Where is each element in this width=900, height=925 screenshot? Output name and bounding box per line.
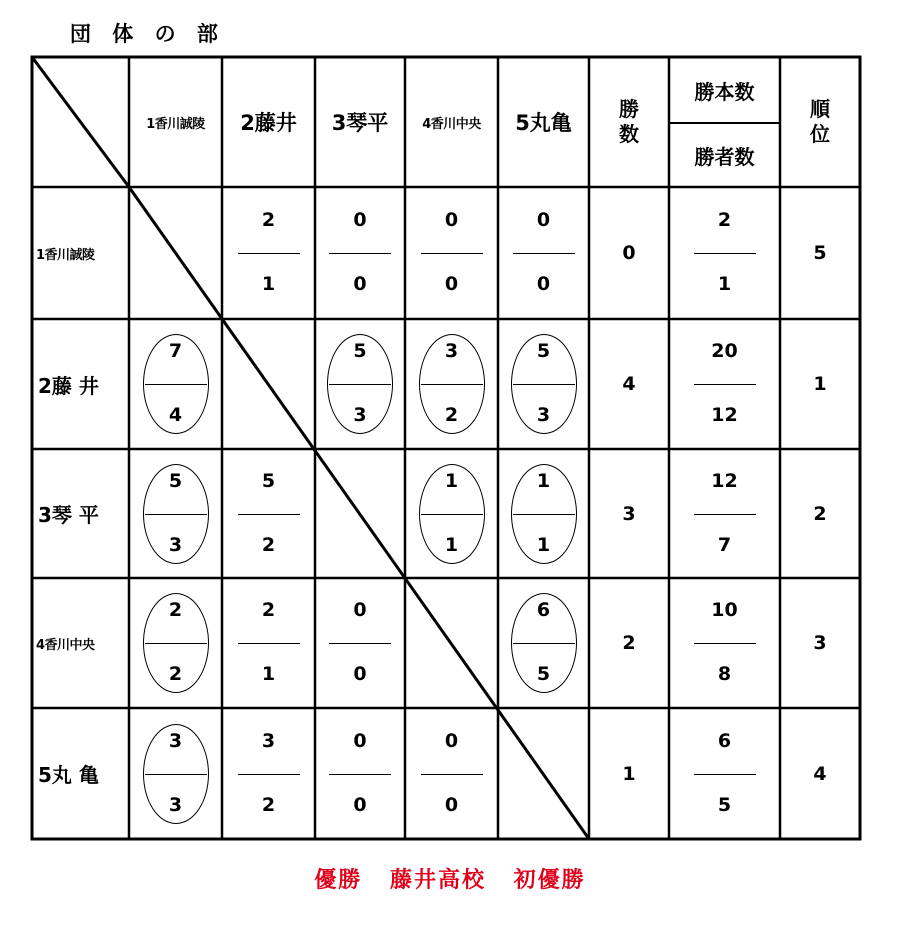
row-header-team-3: 3琴 平: [38, 503, 99, 527]
match-score-cell: [315, 708, 405, 839]
match-score-cell: [129, 708, 222, 839]
score-points: 20: [711, 340, 738, 362]
fraction-bar: [513, 253, 575, 254]
score-winners: 3: [536, 404, 551, 426]
match-score-cell: [405, 708, 498, 839]
col-header-rank: 順位: [810, 97, 830, 146]
score-points: 0: [353, 599, 367, 621]
fraction-bar: [145, 643, 207, 644]
fraction-bar: [513, 384, 575, 385]
score-winners: 1: [261, 663, 276, 685]
fraction-bar: [145, 774, 207, 775]
wins-value: 2: [622, 632, 636, 654]
fraction-bar: [513, 514, 575, 515]
wins-value: 0: [622, 242, 636, 264]
fraction-bar: [421, 514, 483, 515]
champion-note: 初優勝: [513, 868, 586, 893]
score-winners: 0: [353, 663, 367, 685]
match-score-cell: [222, 708, 315, 839]
score-points: 5: [536, 340, 551, 362]
fraction-bar: [421, 774, 483, 775]
score-winners: 1: [261, 273, 276, 295]
col-header-team-1: 1香川誠陵: [146, 116, 205, 132]
fraction-bar: [421, 253, 483, 254]
match-score-cell: [498, 319, 589, 449]
fraction-bar: [329, 253, 391, 254]
match-score-cell: [222, 449, 315, 578]
fraction-bar: [694, 774, 756, 775]
score-points: 5: [353, 340, 367, 362]
score-winners: 7: [717, 533, 732, 556]
fraction-bar: [238, 514, 300, 515]
col-header-team-4: 4香川中央: [422, 116, 481, 132]
match-score-cell: [315, 187, 405, 319]
match-score-cell: [222, 578, 315, 708]
score-winners: 0: [353, 273, 367, 295]
champion-school: 藤井高校: [389, 868, 486, 893]
col-header-wins: 勝数: [619, 97, 639, 146]
fraction-bar: [238, 643, 300, 644]
score-winners: 3: [353, 404, 367, 426]
score-winners: 2: [261, 533, 276, 556]
col-header-points: 勝本数: [694, 79, 755, 104]
score-winners: 3: [168, 533, 183, 556]
row-header-team-1: 1香川誠陵: [36, 247, 95, 263]
score-winners: 8: [717, 663, 732, 685]
match-score-cell: [498, 578, 589, 708]
champion-label: 優勝: [314, 868, 363, 893]
total-score-cell: [669, 708, 780, 839]
match-score-cell: [129, 578, 222, 708]
score-winners: 1: [444, 533, 459, 556]
rank-value: 4: [813, 762, 827, 785]
wins-value: 1: [622, 762, 636, 785]
score-points: 0: [444, 729, 459, 752]
total-score-cell: [669, 578, 780, 708]
score-winners: 0: [536, 273, 551, 295]
fraction-bar: [694, 253, 756, 254]
champion-banner: [0, 863, 900, 894]
match-score-cell: [315, 578, 405, 708]
score-points: 1: [444, 469, 459, 492]
match-score-cell: [498, 449, 589, 578]
score-points: 6: [536, 599, 551, 621]
fraction-bar: [421, 384, 483, 385]
row-header-team-5: 5丸 亀: [38, 763, 99, 787]
score-winners: 3: [168, 793, 183, 816]
score-points: 2: [168, 599, 183, 621]
score-winners: 5: [717, 793, 732, 816]
header-diagonal: [32, 57, 129, 187]
score-points: 3: [261, 729, 276, 752]
score-points: 2: [261, 599, 276, 621]
score-points: 2: [261, 209, 276, 231]
total-score-cell: [669, 319, 780, 449]
score-points: 5: [261, 469, 276, 492]
match-score-cell: [405, 187, 498, 319]
score-winners: 5: [536, 663, 551, 685]
match-score-cell: [129, 449, 222, 578]
rank-value: 1: [813, 373, 827, 395]
score-points: 0: [353, 729, 367, 752]
fraction-bar: [694, 643, 756, 644]
col-header-team-3: 3琴平: [331, 111, 389, 135]
fraction-bar: [238, 774, 300, 775]
score-points: 1: [536, 469, 551, 492]
total-score-cell: [669, 187, 780, 319]
rank-value: 2: [813, 502, 827, 525]
match-score-cell: [405, 449, 498, 578]
score-points: 0: [536, 209, 551, 231]
fraction-bar: [329, 384, 391, 385]
score-points: 5: [168, 469, 183, 492]
score-points: 10: [711, 599, 738, 621]
col-header-rank-cell: [780, 57, 860, 187]
score-points: 3: [168, 729, 183, 752]
match-score-cell: [498, 187, 589, 319]
col-header-team-5: 5丸亀: [515, 111, 572, 135]
fraction-bar: [145, 514, 207, 515]
fraction-bar: [329, 643, 391, 644]
fraction-bar: [329, 774, 391, 775]
section-title: 団 体 の 部: [70, 22, 225, 46]
score-winners: 2: [444, 404, 459, 426]
score-winners: 0: [444, 793, 459, 816]
fraction-bar: [694, 384, 756, 385]
wins-value: 4: [622, 373, 636, 395]
score-winners: 12: [711, 404, 738, 426]
score-points: 0: [353, 209, 367, 231]
row-header-team-2: 2藤 井: [38, 373, 99, 398]
score-winners: 4: [168, 404, 183, 426]
fraction-bar: [238, 253, 300, 254]
score-points: 12: [711, 469, 738, 492]
score-points: 0: [444, 209, 459, 231]
row-header-team-4: 4香川中央: [36, 637, 95, 653]
rank-value: 5: [813, 242, 827, 264]
score-winners: 1: [717, 273, 732, 295]
score-points: 7: [168, 340, 183, 362]
score-winners: 0: [444, 273, 459, 295]
score-points: 6: [717, 729, 732, 752]
score-points: 2: [717, 209, 732, 231]
score-winners: 1: [536, 533, 551, 556]
score-points: 3: [444, 340, 459, 362]
fraction-bar: [513, 643, 575, 644]
col-header-team-2: 2藤井: [240, 111, 297, 135]
rank-value: 3: [813, 632, 827, 654]
col-header-winners: 勝者数: [694, 144, 755, 169]
fraction-bar: [694, 514, 756, 515]
total-score-cell: [669, 449, 780, 578]
match-score-cell: [405, 319, 498, 449]
col-header-wins-cell: [589, 57, 669, 187]
score-winners: 2: [168, 663, 183, 685]
match-score-cell: [222, 187, 315, 319]
match-score-cell: [129, 319, 222, 449]
match-score-cell: [315, 319, 405, 449]
fraction-bar: [145, 384, 207, 385]
score-winners: 2: [261, 793, 276, 816]
score-winners: 0: [353, 793, 367, 816]
wins-value: 3: [622, 502, 636, 525]
